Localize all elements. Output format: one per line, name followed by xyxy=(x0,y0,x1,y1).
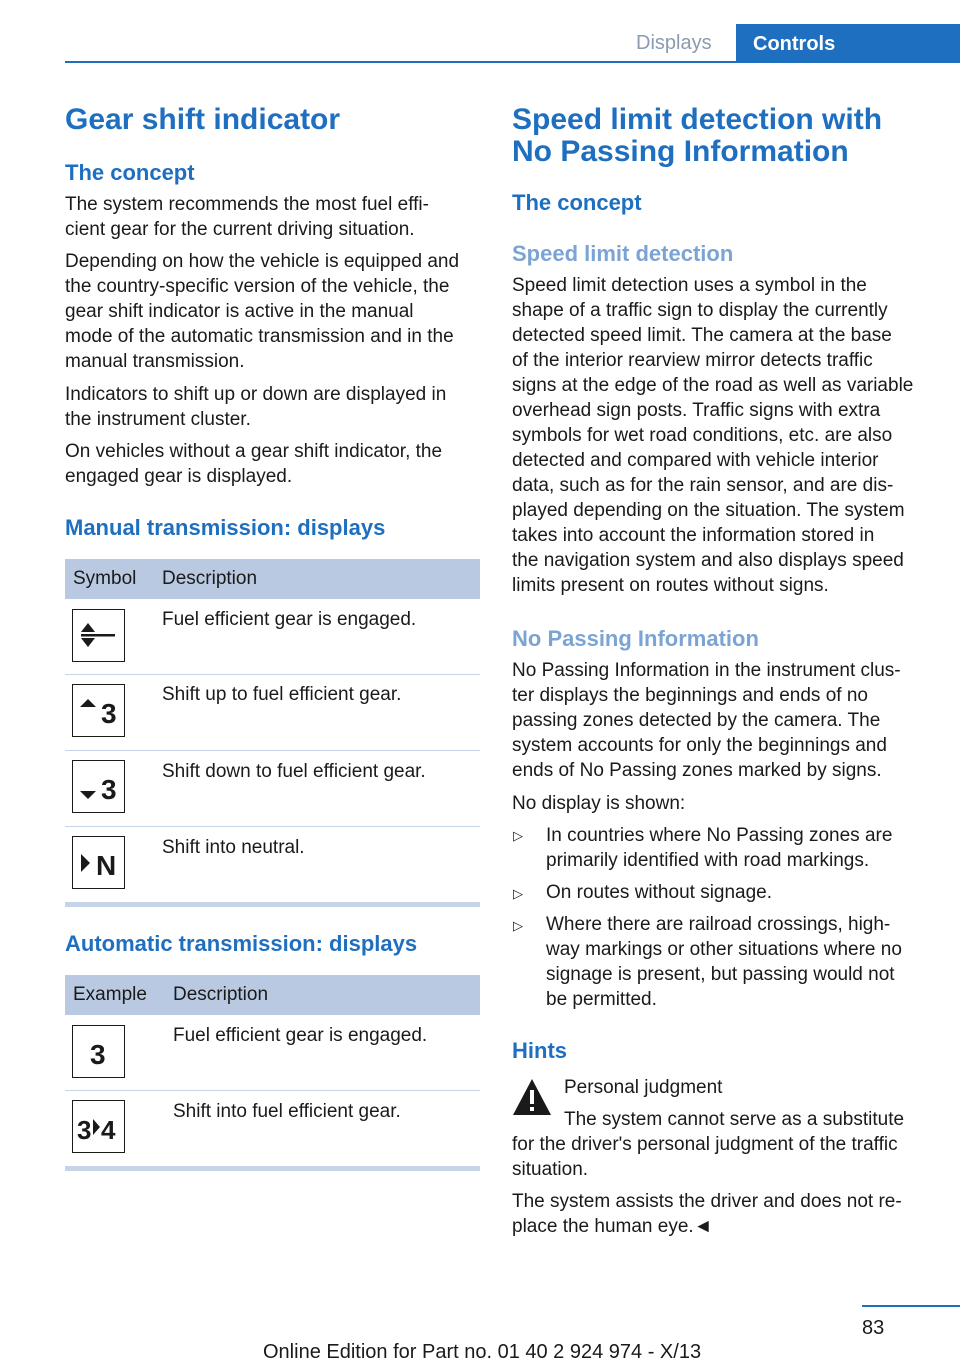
concept-heading-left: The concept xyxy=(65,160,195,185)
text-line: engaged gear is displayed. xyxy=(65,466,293,487)
text-line: the instrument cluster. xyxy=(65,409,251,430)
bullet-marker: ▷ xyxy=(513,828,523,843)
concept-heading-right: The concept xyxy=(512,190,642,215)
text-line: signs at the edge of the road as well as variable xyxy=(512,375,914,396)
text-line: situation. xyxy=(512,1159,589,1180)
bullet-marker: ▷ xyxy=(513,918,523,933)
column-header-example: Example xyxy=(73,984,147,1005)
left-paragraph-2 xyxy=(65,249,459,374)
svg-text:N: N xyxy=(96,850,117,881)
gear-engaged-icon xyxy=(72,609,125,662)
bullet-marker: ▷ xyxy=(513,886,523,901)
text-line: system accounts for only the beginnings and xyxy=(512,735,887,756)
header-section-label: Displays xyxy=(636,32,712,54)
gear-3-icon xyxy=(72,1025,125,1078)
no-passing-paragraph xyxy=(512,658,901,783)
text-line: The system recommends the most fuel effi- xyxy=(65,194,429,215)
text-line: shape of a traffic sign to display the currently xyxy=(512,300,888,321)
shift-neutral-icon xyxy=(72,836,125,889)
text-line: ends of No Passing zones marked by signs. xyxy=(512,760,882,781)
svg-text:4: 4 xyxy=(101,1115,116,1145)
text-line: Where there are railroad crossings, high- xyxy=(546,914,891,935)
text-line: On routes without signage. xyxy=(546,882,773,903)
text-line: the country-specific version of the vehicle, the xyxy=(65,276,450,297)
title-line: Speed limit detection with xyxy=(512,103,883,136)
no-display-label: No display is shown: xyxy=(512,793,686,814)
footer-edition-text: Online Edition for Part no. 01 40 2 924 974 - X/13 xyxy=(263,1341,702,1363)
auto-row-2-description: Shift into fuel efficient gear. xyxy=(173,1101,401,1122)
automatic-transmission-heading: Automatic transmission: displays xyxy=(65,931,418,956)
text-line: gear shift indicator is active in the manual xyxy=(65,301,414,322)
warning-line-1: The system cannot serve as a substitute xyxy=(564,1109,905,1130)
text-line: passing zones detected by the camera. The xyxy=(512,710,881,731)
text-line: primarily identified with road markings. xyxy=(546,850,870,871)
text-line: Depending on how the vehicle is equipped and xyxy=(65,251,460,272)
warning-continuation xyxy=(512,1132,898,1182)
page-title-speed-limit xyxy=(512,104,882,168)
text-line: way markings or other situations where no xyxy=(546,939,902,960)
left-paragraph-1 xyxy=(65,192,429,242)
text-line: the navigation system and also displays speed xyxy=(512,550,904,571)
no-passing-heading: No Passing Information xyxy=(512,626,759,651)
text-line: mode of the automatic transmission and in the xyxy=(65,326,454,347)
header-chapter-tab: Controls xyxy=(736,24,960,62)
header-rule xyxy=(65,61,960,63)
auto-row-1-description: Fuel efficient gear is engaged. xyxy=(173,1025,428,1046)
text-line: played depending on the situation. The system xyxy=(512,500,905,521)
table-row-divider xyxy=(65,750,480,751)
text-line: Speed limit detection uses a symbol in the xyxy=(512,275,867,296)
text-line: The system assists the driver and does not re- xyxy=(512,1191,902,1212)
auto-table-end-rule xyxy=(65,1166,480,1171)
svg-text:3: 3 xyxy=(77,1115,92,1145)
gear-3-to-4-icon xyxy=(72,1100,125,1153)
shift-up-3-icon xyxy=(72,684,125,737)
title-line: No Passing Information xyxy=(512,135,849,168)
hints-heading: Hints xyxy=(512,1038,567,1063)
text-line: place the human eye.◄ xyxy=(512,1216,713,1237)
text-line: takes into account the information stored in xyxy=(512,525,875,546)
text-line: limits present on routes without signs. xyxy=(512,575,829,596)
left-paragraph-4 xyxy=(65,439,442,489)
manual-row-3-description: Shift down to fuel efficient gear. xyxy=(162,761,426,782)
manual-row-4-description: Shift into neutral. xyxy=(162,837,305,858)
text-line: ter displays the beginnings and ends of no xyxy=(512,685,868,706)
table-row-divider xyxy=(65,826,480,827)
svg-text:3: 3 xyxy=(90,1039,106,1070)
text-line: symbols for wet road conditions, etc. are also xyxy=(512,425,893,446)
shift-down-3-icon xyxy=(72,760,125,813)
manual-transmission-heading: Manual transmission: displays xyxy=(65,515,386,540)
page-title-gear-shift: Gear shift indicator xyxy=(65,103,341,136)
text-line: detected and compared with vehicle interior xyxy=(512,450,879,471)
text-line: overhead sign posts. Traffic signs with extra xyxy=(512,400,881,421)
final-paragraph xyxy=(512,1189,902,1239)
svg-text:3: 3 xyxy=(101,698,117,729)
speed-limit-detection-heading: Speed limit detection xyxy=(512,241,734,266)
text-line: Indicators to shift up or down are displayed in xyxy=(65,384,447,405)
bullet-item-1 xyxy=(546,823,892,873)
manual-table-end-rule xyxy=(65,902,480,907)
text-line: of the interior rearview mirror detects traffic xyxy=(512,350,873,371)
footer-rule xyxy=(862,1305,960,1307)
text-line: No Passing Information in the instrument clus- xyxy=(512,660,901,681)
text-line: for the driver's personal judgment of the traffic xyxy=(512,1134,898,1155)
text-line: On vehicles without a gear shift indicator, the xyxy=(65,441,443,462)
manual-table-header xyxy=(65,559,480,599)
warning-title: Personal judgment xyxy=(564,1077,723,1098)
text-line: detected speed limit. The camera at the base xyxy=(512,325,892,346)
auto-table-header xyxy=(65,975,480,1015)
manual-row-2-description: Shift up to fuel efficient gear. xyxy=(162,684,402,705)
text-line: be permitted. xyxy=(546,989,657,1010)
table-row-divider xyxy=(65,674,480,675)
speed-limit-paragraph xyxy=(512,273,913,598)
page-number: 83 xyxy=(862,1317,885,1339)
left-paragraph-3 xyxy=(65,382,446,432)
bullet-item-2 xyxy=(546,880,772,905)
manual-row-1-description: Fuel efficient gear is engaged. xyxy=(162,609,417,630)
warning-triangle-icon xyxy=(512,1077,552,1117)
column-header-symbol: Symbol xyxy=(73,568,137,589)
text-line: In countries where No Passing zones are xyxy=(546,825,893,846)
text-line: signage is present, but passing would not xyxy=(546,964,895,985)
svg-text:3: 3 xyxy=(101,774,117,805)
text-line: data, such as for the rain sensor, and are dis- xyxy=(512,475,894,496)
text-line: manual transmission. xyxy=(65,351,245,372)
table-row-divider xyxy=(65,1090,480,1091)
bullet-item-3 xyxy=(546,912,902,1012)
column-header-description: Description xyxy=(173,984,269,1005)
text-line: cient gear for the current driving situation. xyxy=(65,219,415,240)
column-header-description: Description xyxy=(162,568,258,589)
